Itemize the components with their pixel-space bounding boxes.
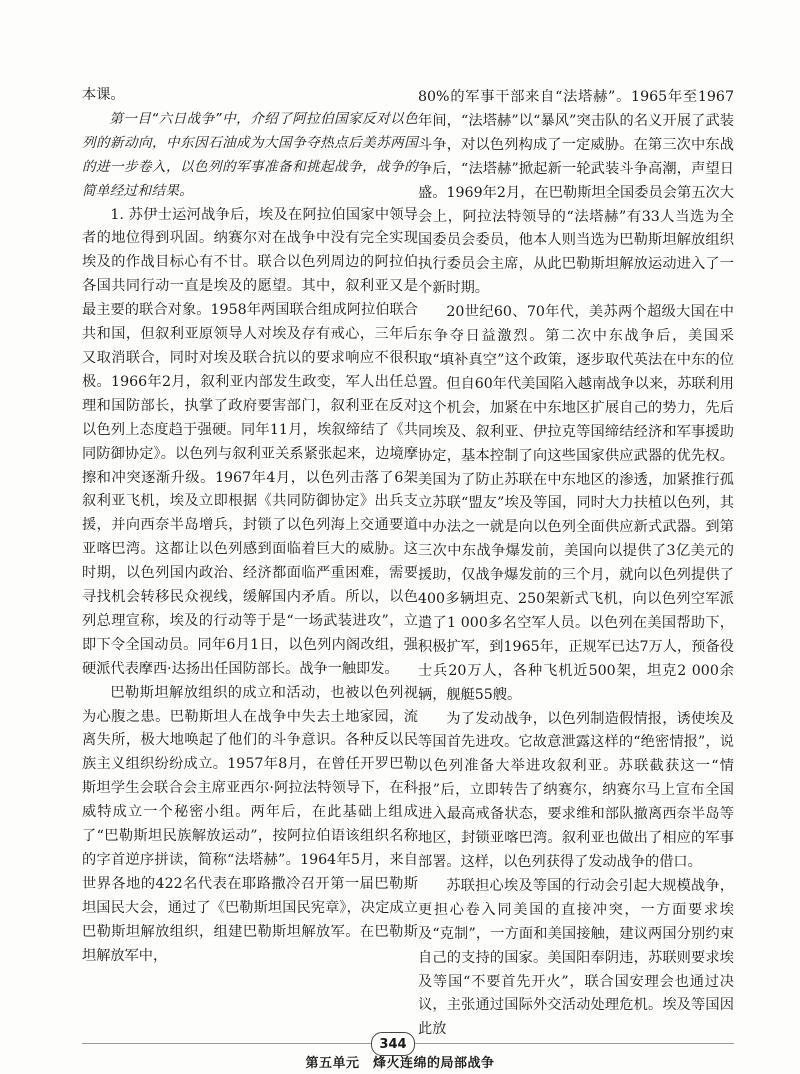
paragraph-false-intelligence: 为了发动战争，以色列制造假情报，诱使埃及等国首先进攻。它故意泄露这样的“绝密情报”，说以色列准备大举进攻叙利亚。苏联截获这一“情报”后，立即转告了纳赛尔，纳赛尔马上宣布全国进入最高戒备状态，要求维和部队撤离西奈半岛等地区，封锁亚喀巴湾。叙利亚也做出了相应的军事部署。这样，以色列获得了发动战争的借口。 — [418, 710, 734, 870]
paragraph-superpower-rivalry: 20世纪60、70年代，美苏两个超级大国在中东争夺日益激烈。第二次中东战争后，美国采取“填补真空”这个政策，逐步取代英法在中东的位置。但自60年代美国陷入越南战争以来，苏联利用这个机会，加紧在中东地区扩展自己的势力，先后同埃及、叙利亚、伊拉克等国缔结经济和军事援助协定，基本控制了向这些国家供应武器的优先权。美国为了防止苏联在中东地区的渗透，加紧推行孤立苏联“盟友”埃及等国，同时大力扶植以色列，其中办法之一就是向以色列全面供应新式武器。到第三次中东战争爆发前，美国向以提供了3亿美元的援助，仅战争爆发前的三个月，就向以色列提供了400多辆坦克、250架新式飞机，向以色列空军派遣了1 000多名空军人员。以色列在美国帮助下，积极扩军，到1965年，正规军已达7万人，预备役士兵20万人，各种飞机近500架，坦克2 000余辆，舰艇55艘。 — [418, 304, 734, 703]
left-text-column — [82, 84, 418, 969]
paragraph-suez-aftermath: 1. 苏伊士运河战争后，埃及在阿拉伯国家中领导者的地位得到巩固。纳赛尔对在战争中没有完全实现埃及的作战目标心有不甘。联合以色列周边的阿拉伯各国共同行动一直是埃及的愿望。其中，叙利亚又是最主要的联合对象。1958年两国联合组成阿拉伯联合共和国，但叙利亚原领导人对埃及存有戒心，三年后又取消联合，同时对埃及联合抗以的要求响应不很积极。1966年2月，叙利亚内部发生政变，军人出任总理和国防部长，执掌了政府要害部门，叙利亚在反对以色列上态度趋于强硬。同年11月，埃叙缔结了《共同防御协定》。以色列与叙利亚关系紧张起来，边境摩擦和冲突逐渐升级。1967年4月，以色列击落了6架叙利亚飞机，埃及立即根据《共同防御协定》出兵支援，并向西奈半岛增兵，封锁了以色列海上交通要道亚喀巴湾。这都让以色列感到面临着巨大的威胁。这时期，以色列国内政治、经济都面临严重困难，需要寻找机会转移民众视线，缓解国内矛盾。所以，以色列总理宣称，埃及的行动等于是“一场武装进攻”，立即下令全国动员。同年6月1日，以色列内阁改组，强硬派代表摩西·达扬出任国防部长。战争一触即发。 — [82, 206, 418, 677]
right-text-column — [418, 86, 734, 1042]
page-number: 344 — [371, 1032, 415, 1056]
paragraph-plo-founding: 巴勒斯坦解放组织的成立和活动，也被以色列视为心腹之患。巴勒斯坦人在战争中失去土地家园，流离失所，极大地唤起了他们的斗争意识。各种反以民族主义组织纷纷成立。1957年8月，在曾任开罗巴勒斯坦学生会联合会主席亚西尔·阿拉法特领导下，在科威特成立一个秘密小组。两年后，在此基础上组成了“巴勒斯坦民族解放运动”，按阿拉伯语该组织名称的字首逆序拼读，简称“法塔赫”。1964年5月，来自世界各地的422名代表在耶路撒冷召开第一届巴勒斯坦国民大会，通过了《巴勒斯坦国民宪章》，决定成立巴勒斯坦解放组织，组建巴勒斯坦解放军。在巴勒斯坦解放军中， — [82, 684, 418, 964]
paragraph-fatah-continued: 80%的军事干部来自“法塔赫”。1965年至1967年间，“法塔赫”以“暴风”突击队的名义开展了武装斗争，对以色列构成了一定威胁。在第三次中东战争后，“法塔赫”掀起新一轮武装斗争高潮，声望日盛。1969年2月，在巴勒斯坦全国委员会第五次大会上，阿拉法特领导的“法塔赫”有33人当选为全国委员会委员，他本人则当选为巴勒斯坦解放组织执行委员会主席，从此巴勒斯坦解放运动进入了一个新时期。 — [418, 89, 734, 297]
paragraph-lesson-end: 本课。 — [82, 87, 125, 103]
teaching-note-intro: 第一目“六日战争”中，介绍了阿拉伯国家反对以色列的新动向，中东因石油成为大国争夺热点后美苏两国的进一步卷入，以色列的军事准备和挑起战争，战争的简单经过和结果。 — [82, 110, 418, 199]
paragraph-soviet-concern: 苏联担心埃及等国的行动会引起大规模战争，更担心卷入同美国的直接冲突，一方面要求埃及“克制”，一方面和美国接触，建议两国分别约束自己的支持的国家。美国阳奉阴违，苏联则要求埃及等国“不要首先开火”，联合国安理会也通过决议，主张通过国际外交活动处理危机。埃及等国因此放 — [418, 877, 734, 1038]
unit-title: 第五单元 烽火连绵的局部战争 — [305, 1056, 495, 1071]
